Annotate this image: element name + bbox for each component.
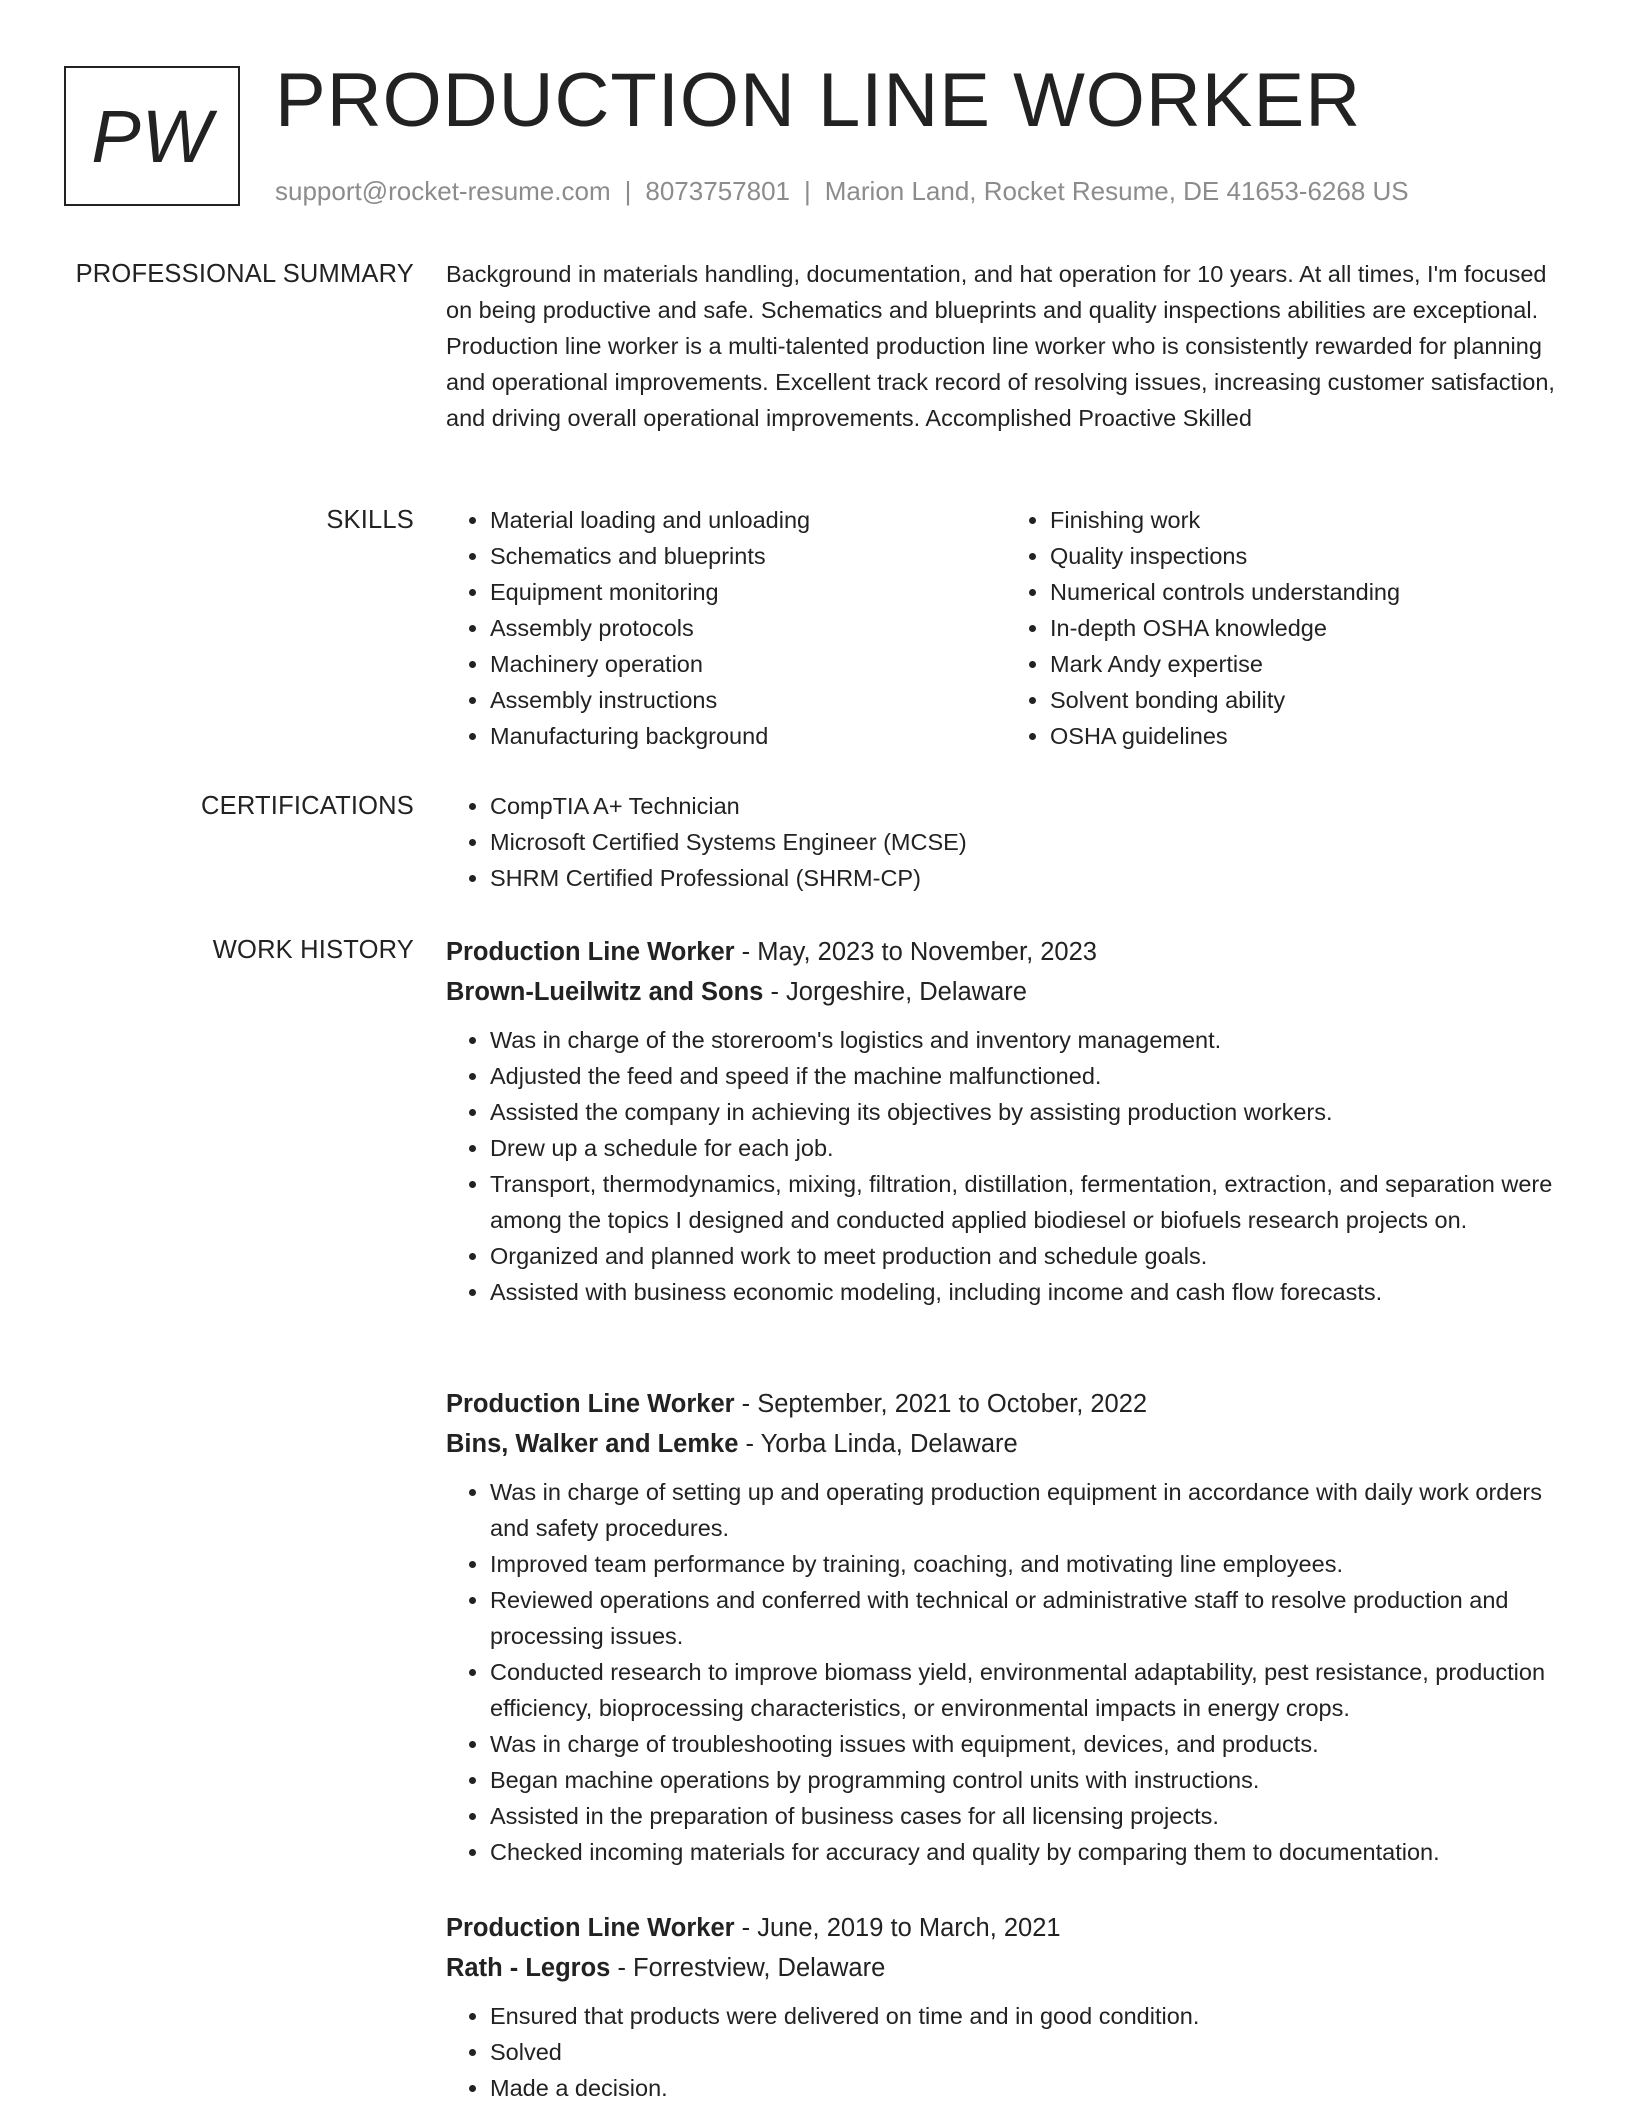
job-bullets (446, 1998, 1566, 2106)
job-company: Rath - Legros (446, 1954, 611, 1982)
job-bullet: • Was in charge of the storeroom's logistics and inventory management. (490, 1022, 1566, 1058)
contact-phone: 8073757801 (645, 176, 790, 206)
certification-item: • SHRM Certified Professional (SHRM-CP) (490, 860, 1566, 896)
job-bullet: • Transport, thermodynamics, mixing, filtration, distillation, fermentation, extraction, and separation were among the topics I designed and conducted applied biodiesel or biofuels research projects on. (490, 1166, 1566, 1238)
job-dates: - May, 2023 to November, 2023 (741, 938, 1097, 966)
skills-list-right (1006, 502, 1566, 754)
job-title-line (446, 1384, 1566, 1424)
contact-address: Marion Land, Rocket Resume, DE 41653-6268 US (824, 176, 1409, 206)
job-role: Production Line Worker (446, 1390, 735, 1418)
job-bullet: • Conducted research to improve biomass yield, environmental adaptability, pest resistance, production efficiency, bioprocessing characteristics, or environmental impacts in energy crops. (490, 1654, 1566, 1726)
skills-columns (446, 502, 1566, 754)
job-bullet: • Improved team performance by training, coaching, and motivating line employees. (490, 1546, 1566, 1582)
job-bullet: • Assisted the company in achieving its objectives by assisting production workers. (490, 1094, 1566, 1130)
monogram-box (64, 66, 240, 206)
job-bullet: • Made a decision. (490, 2070, 1566, 2106)
skill-item: • Finishing work (1050, 502, 1566, 538)
resume-name: PRODUCTION LINE WORKER (275, 58, 1362, 143)
contact-line (275, 174, 1409, 208)
job-company: Brown-Lueilwitz and Sons (446, 978, 764, 1006)
job-bullet: • Ensured that products were delivered on time and in good condition. (490, 1998, 1566, 2034)
job-bullet: • Assisted in the preparation of business cases for all licensing projects. (490, 1798, 1566, 1834)
skill-item: • Numerical controls understanding (1050, 574, 1566, 610)
job-title-line (446, 1908, 1566, 1948)
job-title-line (446, 932, 1566, 972)
job-body (446, 1384, 1566, 1870)
job-bullets (446, 1474, 1566, 1870)
job-company: Bins, Walker and Lemke (446, 1430, 739, 1458)
skill-item: • Schematics and blueprints (490, 538, 1006, 574)
job-bullet: • Checked incoming materials for accuracy and quality by comparing them to documentation. (490, 1834, 1566, 1870)
certification-item: • CompTIA A+ Technician (490, 788, 1566, 824)
section-title-work-history: WORK HISTORY (212, 936, 414, 964)
skills-list-left (446, 502, 1006, 754)
job-bullets (446, 1022, 1566, 1310)
job-body (446, 1908, 1566, 2106)
skill-item: • Machinery operation (490, 646, 1006, 682)
job-bullet: • Adjusted the feed and speed if the machine malfunctioned. (490, 1058, 1566, 1094)
section-title-skills: SKILLS (326, 506, 414, 534)
job-location: - Forrestview, Delaware (617, 1954, 886, 1982)
monogram-text: PW (91, 94, 213, 178)
skill-item: • Manufacturing background (490, 718, 1006, 754)
skill-item: • Mark Andy expertise (1050, 646, 1566, 682)
job-location: - Yorba Linda, Delaware (745, 1430, 1018, 1458)
job-bullet: • Began machine operations by programming control units with instructions. (490, 1762, 1566, 1798)
skill-item: • Assembly protocols (490, 610, 1006, 646)
job-bullet: • Solved (490, 2034, 1566, 2070)
contact-separator: | (624, 176, 632, 206)
job-bullet: • Reviewed operations and conferred with technical or administrative staff to resolve production and processing issues. (490, 1582, 1566, 1654)
skill-item: • Solvent bonding ability (1050, 682, 1566, 718)
skill-item: • OSHA guidelines (1050, 718, 1566, 754)
job-company-line (446, 1948, 1566, 1988)
job-dates: - June, 2019 to March, 2021 (741, 1914, 1061, 1942)
job-bullet: • Organized and planned work to meet production and schedule goals. (490, 1238, 1566, 1274)
skill-item: • Assembly instructions (490, 682, 1006, 718)
job-dates: - September, 2021 to October, 2022 (741, 1390, 1148, 1418)
job-company-line (446, 972, 1566, 1012)
job-bullet: • Was in charge of troubleshooting issues with equipment, devices, and products. (490, 1726, 1566, 1762)
job-company-line (446, 1424, 1566, 1464)
job-bullet: • Assisted with business economic modeling, including income and cash flow forecasts. (490, 1274, 1566, 1310)
certifications-body (446, 788, 1566, 896)
job-role: Production Line Worker (446, 1914, 735, 1942)
skill-item: • In-depth OSHA knowledge (1050, 610, 1566, 646)
job-location: - Jorgeshire, Delaware (770, 978, 1027, 1006)
contact-separator: | (804, 176, 811, 206)
skill-item: • Material loading and unloading (490, 502, 1006, 538)
certification-item: • Microsoft Certified Systems Engineer (MCSE) (490, 824, 1566, 860)
job-role: Production Line Worker (446, 938, 735, 966)
job-body (446, 932, 1566, 1310)
certifications-list (446, 788, 1566, 896)
skill-item: • Quality inspections (1050, 538, 1566, 574)
contact-email: support@rocket-resume.com (275, 176, 611, 206)
section-title-certifications: CERTIFICATIONS (201, 792, 414, 820)
skill-item: • Equipment monitoring (490, 574, 1006, 610)
section-title-summary: PROFESSIONAL SUMMARY (75, 260, 414, 288)
summary-text: Background in materials handling, documentation, and hat operation for 10 years. At all times, I'm focused on being productive and safe. Schematics and blueprints and quality inspections abilities are exceptional. Production line worker is a multi-talented production line worker who is consistently rewarded for planning and operational improvements. Excellent track record of resolving issues, increasing customer satisfaction, and driving overall operational improvements. Accomplished Proactive Skilled (446, 261, 1555, 431)
job-bullet: • Was in charge of setting up and operating production equipment in accordance with daily work orders and safety procedures. (490, 1474, 1566, 1546)
job-bullet: • Drew up a schedule for each job. (490, 1130, 1566, 1166)
